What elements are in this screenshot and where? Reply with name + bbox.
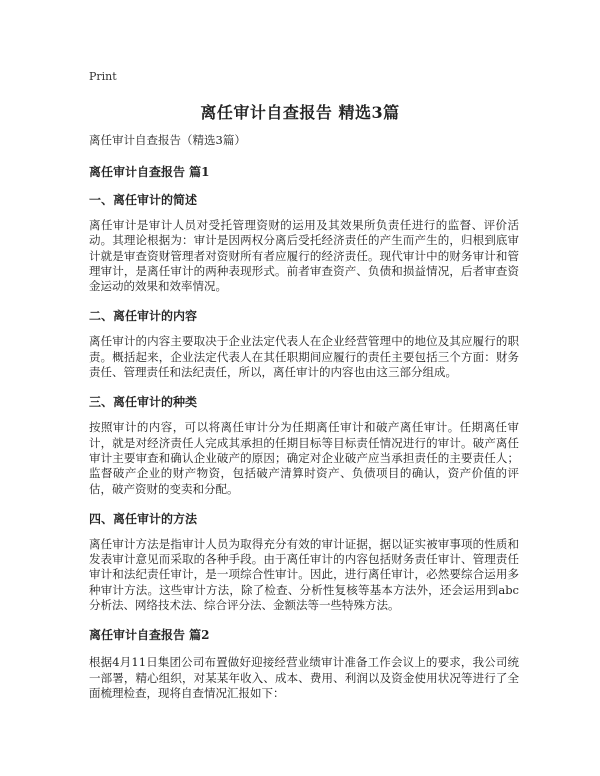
- section-paragraph: 根据4月11日集团公司布置做好迎接经营业绩审计准备工作会议上的要求，我公司统一部署，精心组织，对某某年收入、成本、费用、利润以及资金使用状况等进行了全面梳理检查，现将自查情况汇报如下：: [89, 655, 519, 700]
- article-title: 离任审计自查报告 篇2: [89, 628, 210, 643]
- section-paragraph: 离任审计方法是指审计人员为取得充分有效的审计证据，据以证实被审事项的性质和发表审计意见而采取的各种手段。由于离任审计的内容包括财务责任审计、管理责任审计和法纪责任审计，是一项综合性审计。因此，进行离任审计，必然要综合运用多种审计方法。这些审计方法，除了检查、分析性复核等基本方法外，还会运用到abc分析法、网络技术法、综合评分法、金额法等一些特殊方法。: [89, 536, 519, 613]
- document-body: [89, 132, 519, 715]
- article-title: 离任审计自查报告 篇1: [89, 165, 210, 179]
- section-paragraph: 离任审计是审计人员对受托管理资财的运用及其效果所负责任进行的监督、评价活动。其理论根据为：审计是因两权分离后受托经济责任的产生而产生的，归根到底审计就是审查资财管理者对资财所有者应履行的经济责任。现代审计中的财务审计和管理审计，是离任审计的两种表现形式。前者审查资产、负债和损益情况，后者审查资金运动的效果和效率情况。: [89, 218, 519, 294]
- print-label: Print: [89, 70, 117, 83]
- page-title: 离任审计自查报告 精选3篇: [200, 103, 400, 122]
- section-heading: 一、离任审计的简述: [89, 193, 198, 207]
- article-2: [89, 627, 519, 701]
- section-paragraph: 离任审计的内容主要取决于企业法定代表人在企业经营管理中的地位及其应履行的职责。概括起来，企业法定代表人在其任职期间应履行的责任主要包括三个方面：财务责任、管理责任和法纪责任，所以，离任审计的内容也由这三部分组成。: [89, 334, 519, 380]
- document-subtitle: 离任审计自查报告（精选3篇）: [89, 133, 246, 147]
- section-heading: 二、离任审计的内容: [89, 309, 198, 324]
- section-heading: 三、离任审计的种类: [89, 395, 198, 410]
- section-paragraph: 按照审计的内容，可以将离任审计分为任期离任审计和破产离任审计。任期离任审计，就是对经济责任人完成其承担的任期目标等目标责任情况进行的审计。破产离任审计主要审查和确认企业破产的原因；确定对企业破产应当承担责任的主要责任人；监督破产企业的财产物资，包括破产清算时资产、负债项目的确认，资产价值的评估，破产资财的变卖和分配。: [89, 420, 519, 496]
- article-1: [89, 164, 519, 613]
- section-heading: 四、离任审计的方法: [89, 511, 198, 526]
